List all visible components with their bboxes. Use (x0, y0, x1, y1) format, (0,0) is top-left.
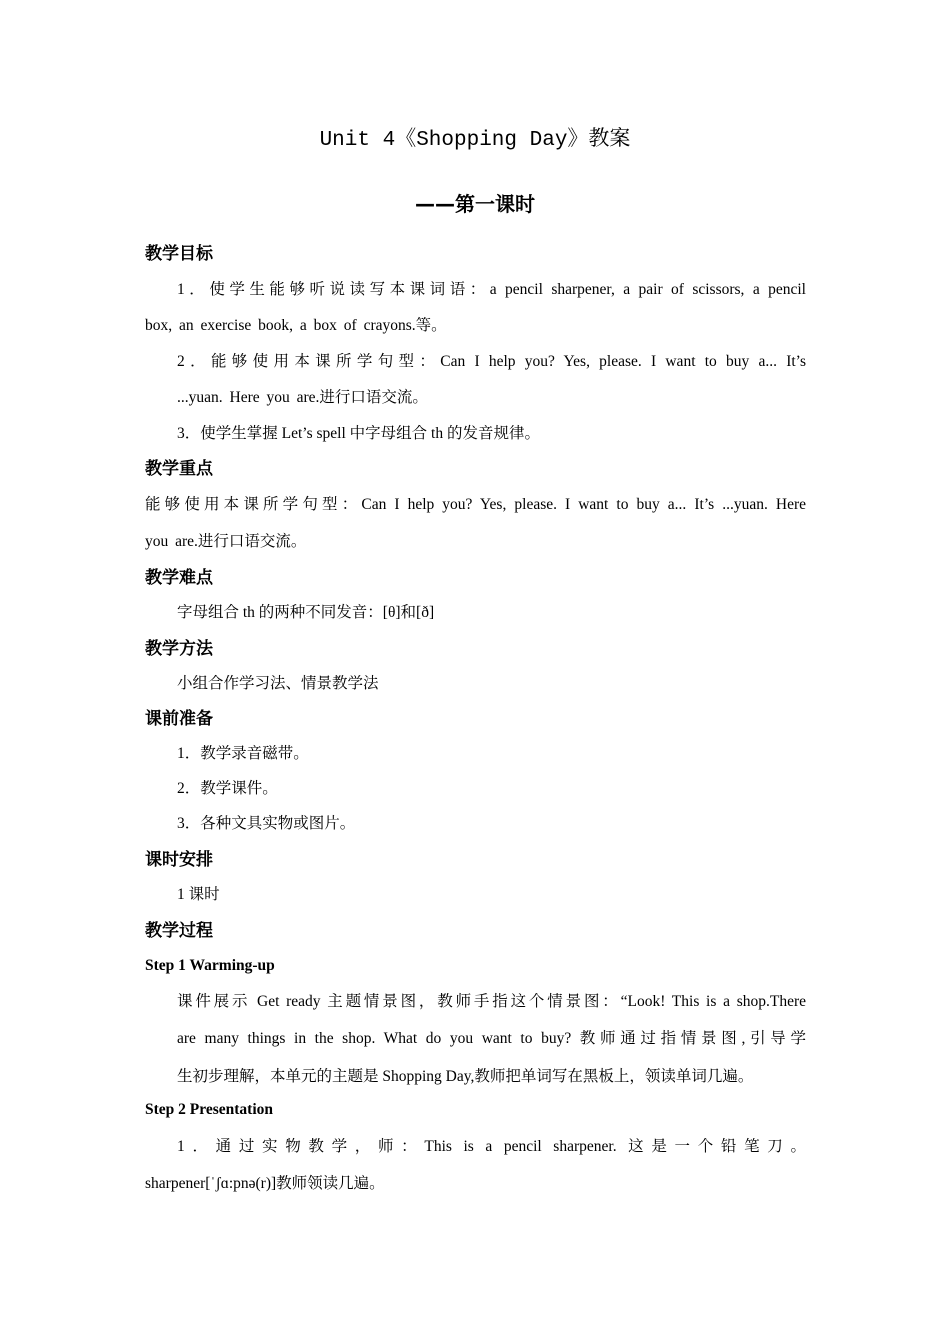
schedule-line1: 1 课时 (177, 886, 220, 903)
section-heading-difficulties: 教学难点 (145, 568, 213, 588)
preparation-item3: 3．各种文具实物或图片。 (177, 815, 356, 832)
section-heading-methods: 教学方法 (145, 639, 213, 659)
document-subtitle: ——第一课时 (415, 192, 535, 216)
difficulties-line1: 字母组合 th 的两种不同发音：[θ]和[ð] (177, 604, 435, 621)
step1-line2: are many things in the shop. What do you want to buy? 教师通过指情景图,引导学 (177, 1030, 806, 1047)
step2-line1: 1．通过实物教学，师：This is a pencil sharpener. 这是一个铅笔刀。 (177, 1138, 806, 1155)
step1-title: Step 1 Warming-up (145, 957, 275, 974)
step2-line2: sharpener[ˈʃɑ:pnə(r)]教师领读几遍。 (145, 1175, 385, 1192)
section-heading-preparation: 课前准备 (145, 709, 213, 729)
step1-line1: 课件展示 Get ready 主题情景图，教师手指这个情景图：“Look! This is a shop.There (177, 993, 806, 1010)
section-heading-objectives: 教学目标 (145, 244, 213, 264)
preparation-item1: 1．教学录音磁带。 (177, 745, 309, 762)
objectives-item2-line1: 2．能够使用本课所学句型：Can I help you? Yes, please. I want to buy a... It’s (177, 353, 806, 370)
section-heading-process: 教学过程 (145, 921, 213, 941)
objectives-item2-line2: ...yuan. Here you are.进行口语交流。 (177, 389, 428, 406)
objectives-item3: 3．使学生掌握 Let’s spell 中字母组合 th 的发音规律。 (177, 425, 540, 442)
key-points-line1: 能够使用本课所学句型：Can I help you? Yes, please. I want to buy a... It’s ...yuan. Here (145, 496, 806, 513)
section-heading-schedule: 课时安排 (145, 850, 213, 870)
objectives-item1-line2: box, an exercise book, a box of crayons.等。 (145, 317, 447, 334)
step1-line3: 生初步理解，本单元的主题是 Shopping Day,教师把单词写在黑板上，领读单词几遍。 (177, 1068, 754, 1085)
preparation-item2: 2．教学课件。 (177, 780, 278, 797)
document-title: Unit 4《Shopping Day》教案 (319, 129, 631, 152)
methods-line1: 小组合作学习法、情景教学法 (177, 675, 379, 692)
objectives-item1-line1: 1．使学生能够听说读写本课词语：a pencil sharpener, a pair of scissors, a pencil (177, 281, 806, 298)
key-points-line2: you are.进行口语交流。 (145, 533, 307, 550)
step2-title: Step 2 Presentation (145, 1101, 274, 1118)
section-heading-key-points: 教学重点 (145, 459, 213, 479)
